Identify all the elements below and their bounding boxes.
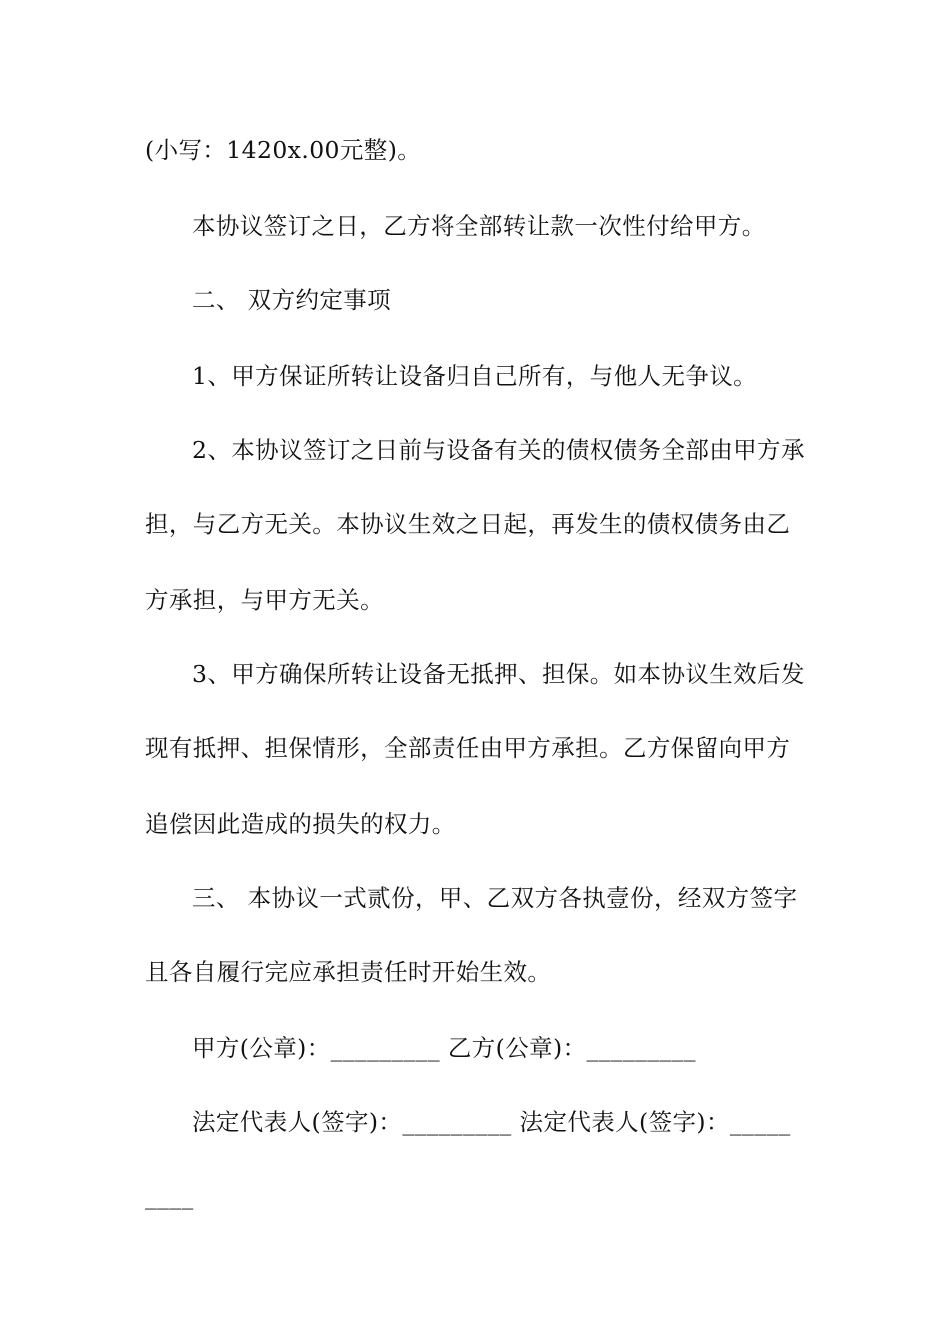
legal-rep-signature-continuation: ____ bbox=[145, 1182, 194, 1210]
payment-clause-line: 本协议签订之日，乙方将全部转让款一次性付给甲方。 bbox=[192, 212, 766, 240]
section-three-line-2: 且各自履行完应承担责任时开始生效。 bbox=[145, 958, 552, 986]
clause-three-line-1: 3、甲方确保所转让设备无抵押、担保。如本协议生效后发 bbox=[192, 660, 805, 688]
legal-rep-signature-line: 法定代表人(签字)：_________ 法定代表人(签字)：_____ bbox=[192, 1108, 791, 1136]
amount-lowercase-line: (小写：1420x.00元整)。 bbox=[145, 136, 422, 164]
clause-two-line-3: 方承担，与甲方无关。 bbox=[145, 586, 384, 614]
clause-three-line-2: 现有抵押、担保情形，全部责任由甲方承担。乙方保留向甲方 bbox=[145, 734, 791, 762]
clause-two-line-1: 2、本协议签订之日前与设备有关的债权债务全部由甲方承 bbox=[192, 436, 805, 464]
seal-signature-line: 甲方(公章)：_________ 乙方(公章)：_________ bbox=[192, 1034, 696, 1062]
clause-one-line: 1、甲方保证所转让设备归自己所有，与他人无争议。 bbox=[192, 362, 758, 390]
section-three-line-1: 三、 本协议一式贰份，甲、乙双方各执壹份，经双方签字 bbox=[192, 884, 798, 912]
clause-two-line-2: 担，与乙方无关。本协议生效之日起，再发生的债权债务由乙 bbox=[145, 510, 791, 538]
clause-three-line-3: 追偿因此造成的损失的权力。 bbox=[145, 810, 456, 838]
section-two-heading: 二、 双方约定事项 bbox=[192, 286, 392, 314]
